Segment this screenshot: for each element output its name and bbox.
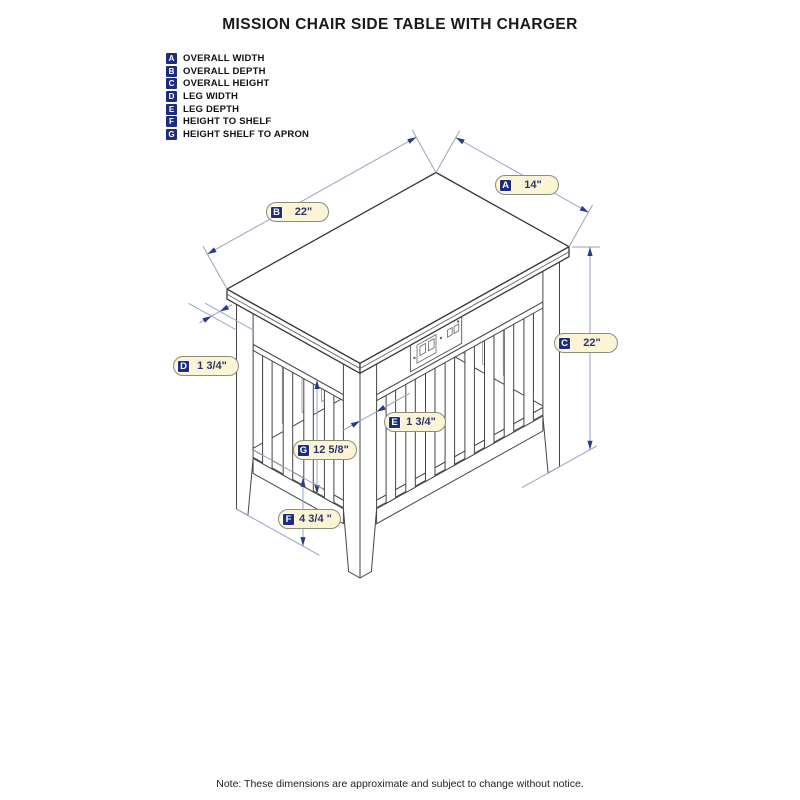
front-leg — [343, 359, 376, 578]
dimension-value-b: 22" — [294, 206, 313, 218]
legend-label: LEG DEPTH — [183, 103, 240, 115]
legend-key-box: A — [166, 53, 177, 64]
dimension-value-c: 22" — [583, 337, 601, 349]
legend-label: HEIGHT TO SHELF — [183, 116, 272, 128]
dimension-letter-g: G — [297, 444, 310, 457]
dimension-letter-f: F — [282, 513, 295, 526]
legend-label: OVERALL WIDTH — [183, 52, 265, 64]
dimension-label-e — [384, 412, 446, 432]
dimension-label-c — [554, 333, 618, 353]
legend-label: OVERALL HEIGHT — [183, 78, 270, 90]
dimension-letter-c: C — [558, 337, 571, 350]
legend-key-box: D — [166, 91, 177, 102]
legend-label: LEG WIDTH — [183, 90, 239, 102]
legend-key-box: F — [166, 116, 177, 127]
dimension-value-f: 4 3/4 " — [299, 513, 332, 525]
dimension-label-a — [495, 175, 559, 195]
dimension-label-b — [266, 202, 329, 222]
dimension-letter-d: D — [177, 360, 190, 373]
dimension-value-e: 1 3/4" — [406, 416, 436, 428]
dimension-label-g — [293, 440, 357, 460]
left-leg — [237, 299, 254, 515]
dimension-value-a: 14" — [524, 179, 542, 191]
dimension-value-d: 1 3/4" — [197, 360, 227, 372]
legend-label: HEIGHT SHELF TO APRON — [183, 128, 310, 140]
footer-note: Note: These dimensions are approximate and subject to change without notice. — [216, 778, 584, 790]
dimension-label-f — [278, 509, 341, 529]
legend-key-box: G — [166, 129, 177, 140]
page-title: MISSION CHAIR SIDE TABLE WITH CHARGER — [222, 16, 578, 33]
dimension-value-g: 12 5/8" — [313, 444, 349, 456]
dimension-letter-e: E — [388, 416, 401, 429]
dimension-letter-b: B — [270, 206, 283, 219]
legend-key-box: B — [166, 66, 177, 77]
legend-key-box: C — [166, 78, 177, 89]
legend-key-box: E — [166, 104, 177, 115]
dimension-label-d — [173, 356, 239, 376]
legend-label: OVERALL DEPTH — [183, 65, 266, 77]
dimension-letter-a: A — [499, 179, 512, 192]
right-leg — [543, 257, 560, 473]
